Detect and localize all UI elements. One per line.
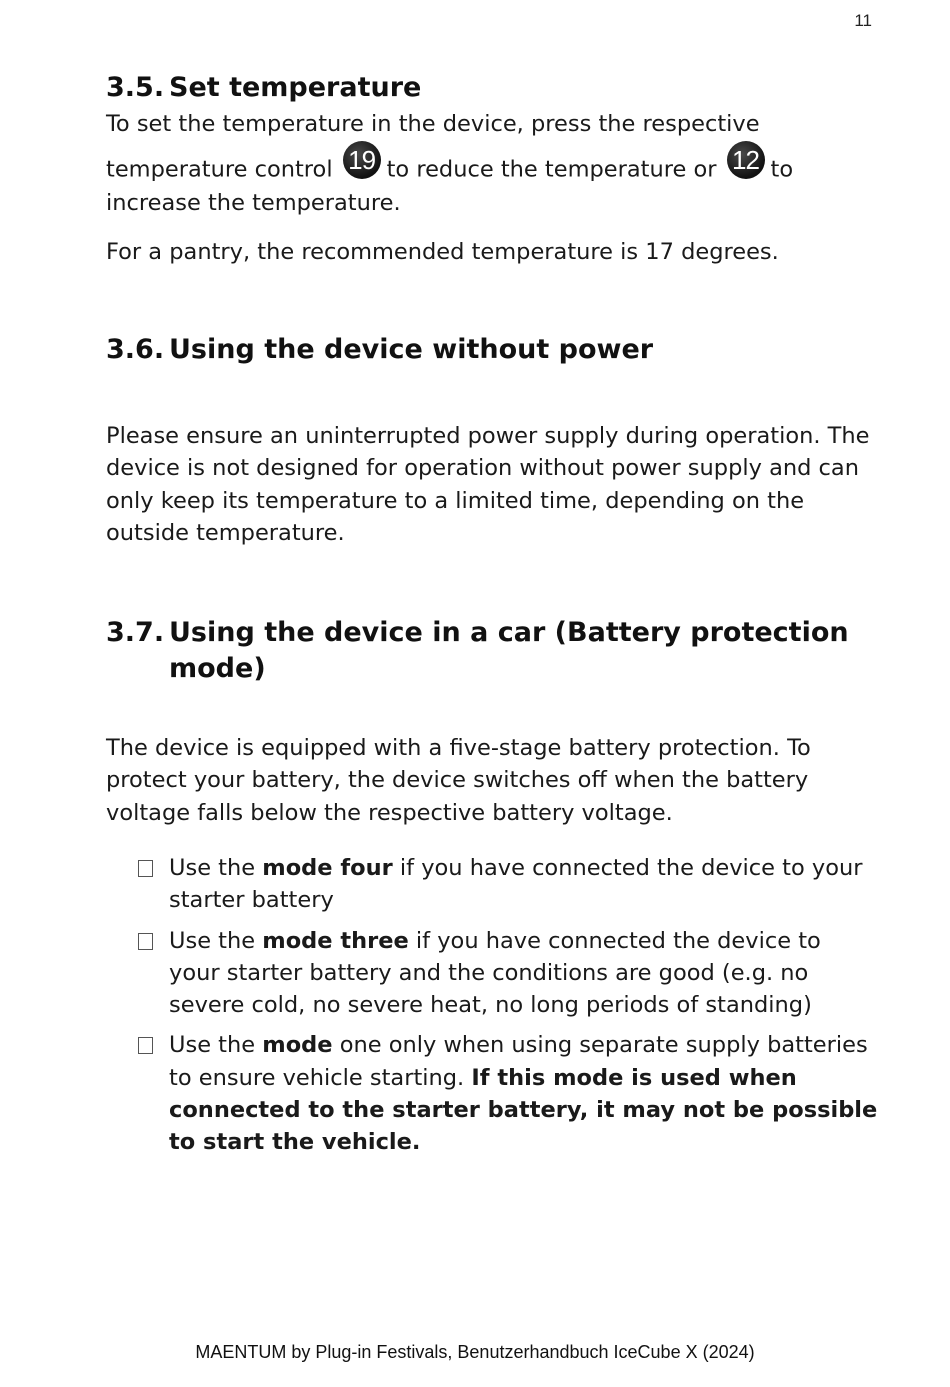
set-temperature-paragraph (106, 108, 876, 220)
checkbox-bullet-icon (138, 925, 169, 1022)
section-number: 3.5. (106, 72, 165, 103)
list-item-text: Use the mode four if you have connected the device to your starter battery (169, 855, 863, 914)
mode-list (138, 852, 878, 1167)
section-title: Using the device in a car (Battery protection mode) (169, 617, 849, 684)
checkbox-bullet-icon (138, 1029, 169, 1158)
section-title: Using the device without power (169, 334, 654, 365)
list-item (138, 1029, 878, 1158)
control-19-icon: 19 (343, 141, 381, 179)
paragraph-text: to reduce the temperature or (386, 156, 717, 183)
battery-protection-paragraph: The device is equipped with a five-stage battery protection. To protect your battery, the device switches off when the battery voltage falls below the respective battery voltage. (106, 735, 811, 826)
control-12-icon: 12 (727, 141, 765, 179)
section-heading-3-6 (106, 332, 876, 368)
page-number: 11 (854, 11, 872, 30)
without-power-paragraph: Please ensure an uninterrupted power supply during operation. The device is not designed for operation without power supply and can only keep its temperature to a limited time, depending on the outside temperature. (106, 423, 870, 546)
list-item-text: Use the mode three if you have connected the device to your starter battery and the conditions are good (e.g. no severe cold, no severe heat, no long periods of standing) (169, 927, 821, 1019)
list-item-text: Use the mode one only when using separate supply batteries to ensure vehicle starting. If this mode is used when connected to the starter battery, it may not be possible to start the vehicle. (169, 1032, 878, 1156)
pantry-temperature-paragraph: For a pantry, the recommended temperature is 17 degrees. (106, 239, 779, 265)
list-item (138, 852, 878, 917)
section-number: 3.7. (106, 617, 165, 648)
list-item (138, 925, 878, 1022)
section-title: Set temperature (169, 72, 422, 103)
checkbox-bullet-icon (138, 852, 169, 917)
section-heading-3-5 (106, 70, 876, 106)
section-number: 3.6. (106, 334, 165, 365)
section-heading-3-7 (106, 615, 876, 687)
paragraph-text: To set the temperature in the device, press the respective temperature control (106, 111, 760, 183)
page-footer: MAENTUM by Plug-in Festivals, Benutzerhandbuch IceCube X (2024) (195, 1342, 755, 1362)
paragraph-text: to increase the temperature. (106, 156, 794, 216)
